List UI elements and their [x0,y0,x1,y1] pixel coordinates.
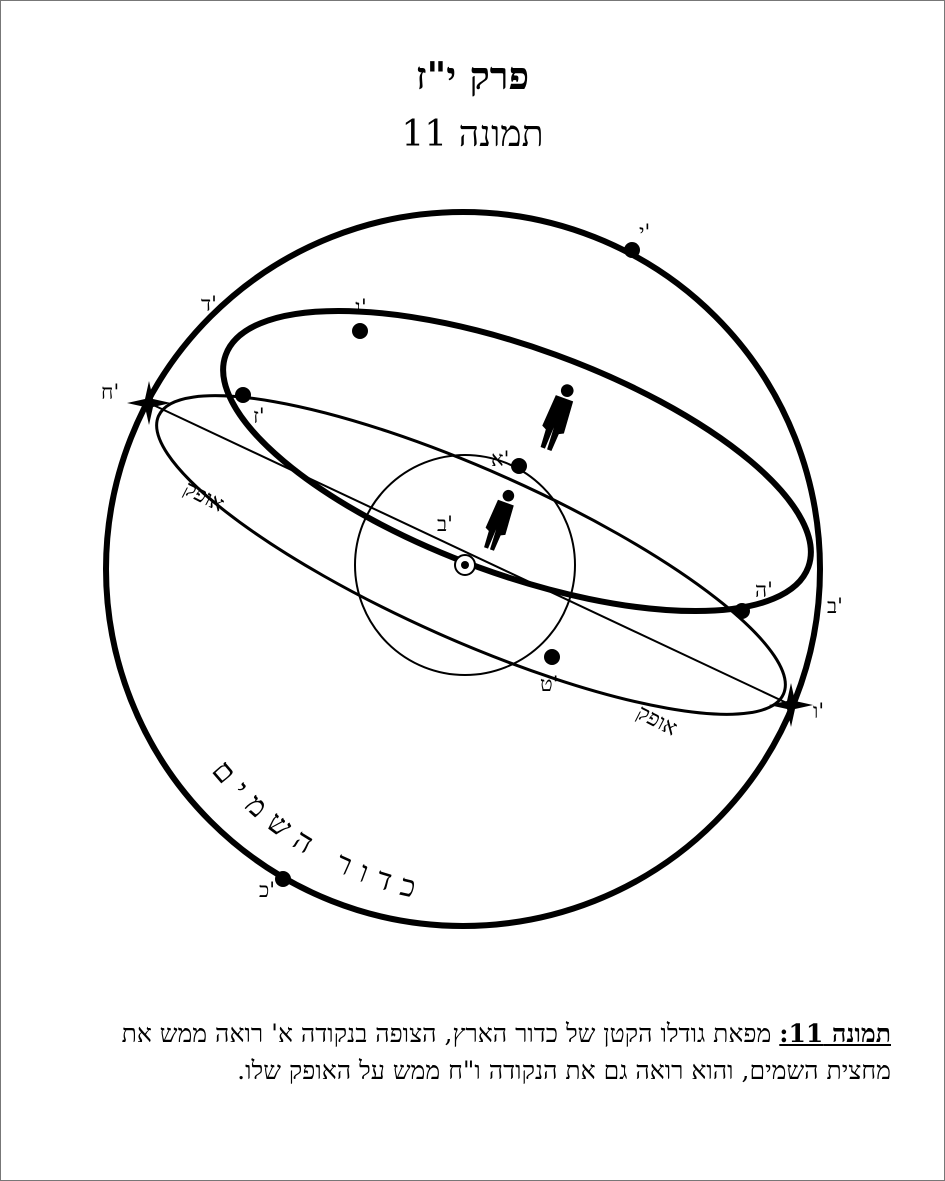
chapter-title: פרק י"ז [415,53,530,98]
label-aleph: א' [491,447,510,471]
label-bet-observer: ב' [437,512,453,536]
figure-caption [51,1015,891,1089]
label-kaf: כ' [259,878,276,902]
point-kaf-dot [275,871,291,887]
point-zayin-dot [235,387,251,403]
label-gimel: ג' [354,295,367,319]
point-tet-dot [544,649,560,665]
label-horizon-lower: אופק [632,700,682,742]
horizon-axis-line [149,403,791,705]
label-yud: י' [639,220,651,244]
figure-title: תמונה 11 [401,114,544,155]
observer-bet-figure [479,487,520,553]
star-point-vav [769,683,813,727]
label-vav: ו' [813,699,825,723]
label-bet-rim: ב' [827,594,843,618]
observer-aleph-figure [535,381,580,453]
label-tet: ט' [540,672,559,696]
label-dalet: ד' [201,292,217,316]
point-yud-dot [624,242,640,258]
label-zayin: ז' [253,404,265,428]
label-he: ה' [755,578,773,602]
label-celestial-sphere: כדור השמים [204,753,430,908]
earth-center-dot [461,561,469,569]
point-aleph-dot [511,458,527,474]
label-horizon-upper: אופק [179,476,229,518]
label-chet: ח' [101,380,120,404]
point-he-dot [734,603,750,619]
caption-heading: תמונה 11: [779,1019,891,1048]
point-gimel-dot [352,323,368,339]
caption-body: מפאת גודלו הקטן של כדור הארץ, הצופה בנקודה א' רואה ממש את מחצית השמים, והוא רואה גם את הנקודה ו"ח ממש על האופק שלו. [121,1019,891,1085]
celestial-sphere-diagram [1,1,944,1001]
star-point-chet [127,381,171,425]
